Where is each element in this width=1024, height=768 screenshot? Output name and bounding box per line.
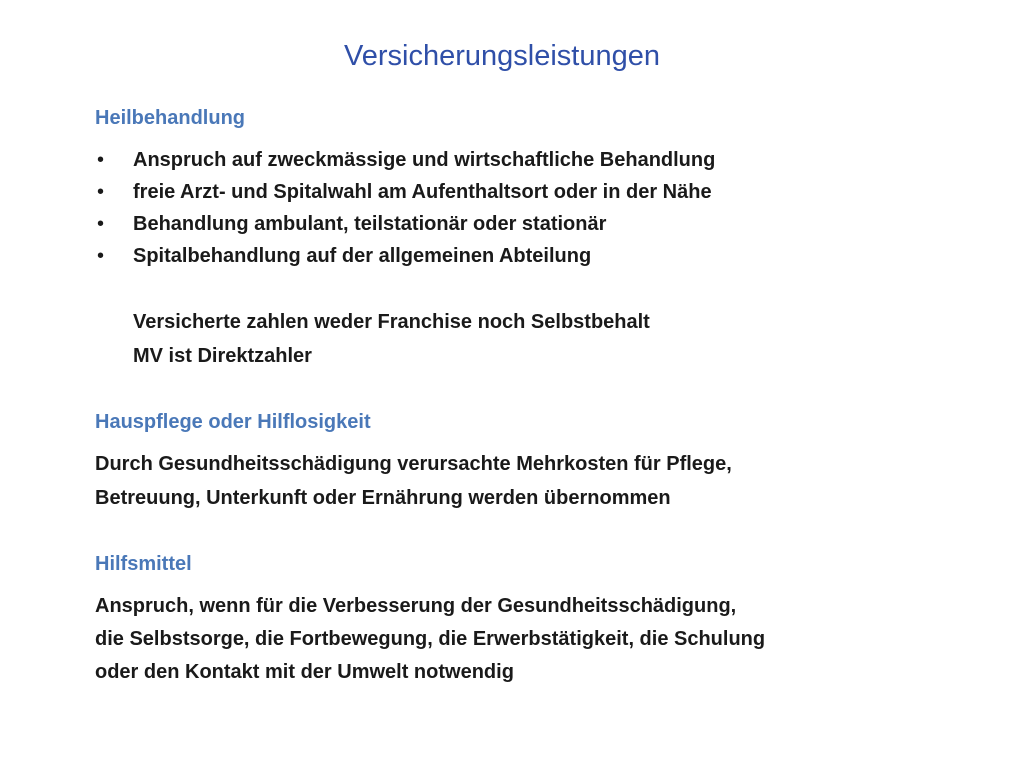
bullet-text: Behandlung ambulant, teilstationär oder stationär: [133, 213, 607, 235]
bullet-item: [95, 176, 715, 208]
hauspflege-text-line: Durch Gesundheitsschädigung verursachte Mehrkosten für Pflege,: [95, 453, 732, 475]
bullet-text: freie Arzt- und Spitalwahl am Aufenthaltsort oder in der Nähe: [133, 181, 712, 203]
bullet-text: Anspruch auf zweckmässige und wirtschaftliche Behandlung: [133, 149, 716, 171]
bullet-text: Spitalbehandlung auf der allgemeinen Abteilung: [133, 245, 592, 267]
bullet-item: [95, 240, 715, 272]
heading-hauspflege: Hauspflege oder Hilflosigkeit: [95, 411, 371, 433]
hilfsmittel-text-line: Anspruch, wenn für die Verbesserung der Gesundheitsschädigung,: [95, 595, 737, 617]
note-line: Versicherte zahlen weder Franchise noch Selbstbehalt: [133, 311, 650, 333]
bullet-icon: •: [97, 245, 105, 267]
slide-title: Versicherungsleistungen: [344, 40, 660, 72]
bullet-icon: •: [97, 181, 105, 203]
hilfsmittel-text-line: oder den Kontakt mit der Umwelt notwendig: [95, 661, 514, 683]
bullet-item: [95, 208, 715, 240]
heading-hilfsmittel: Hilfsmittel: [95, 553, 192, 575]
bullet-icon: •: [97, 213, 105, 235]
hauspflege-text-line: Betreuung, Unterkunft oder Ernährung werden übernommen: [95, 487, 671, 509]
heilbehandlung-bullet-list: [95, 144, 715, 272]
hilfsmittel-text-line: die Selbstsorge, die Fortbewegung, die Erwerbstätigkeit, die Schulung: [95, 628, 766, 650]
bullet-icon: •: [97, 149, 105, 171]
heading-heilbehandlung: Heilbehandlung: [95, 107, 245, 129]
note-line: MV ist Direktzahler: [133, 345, 312, 367]
bullet-item: [95, 144, 715, 176]
